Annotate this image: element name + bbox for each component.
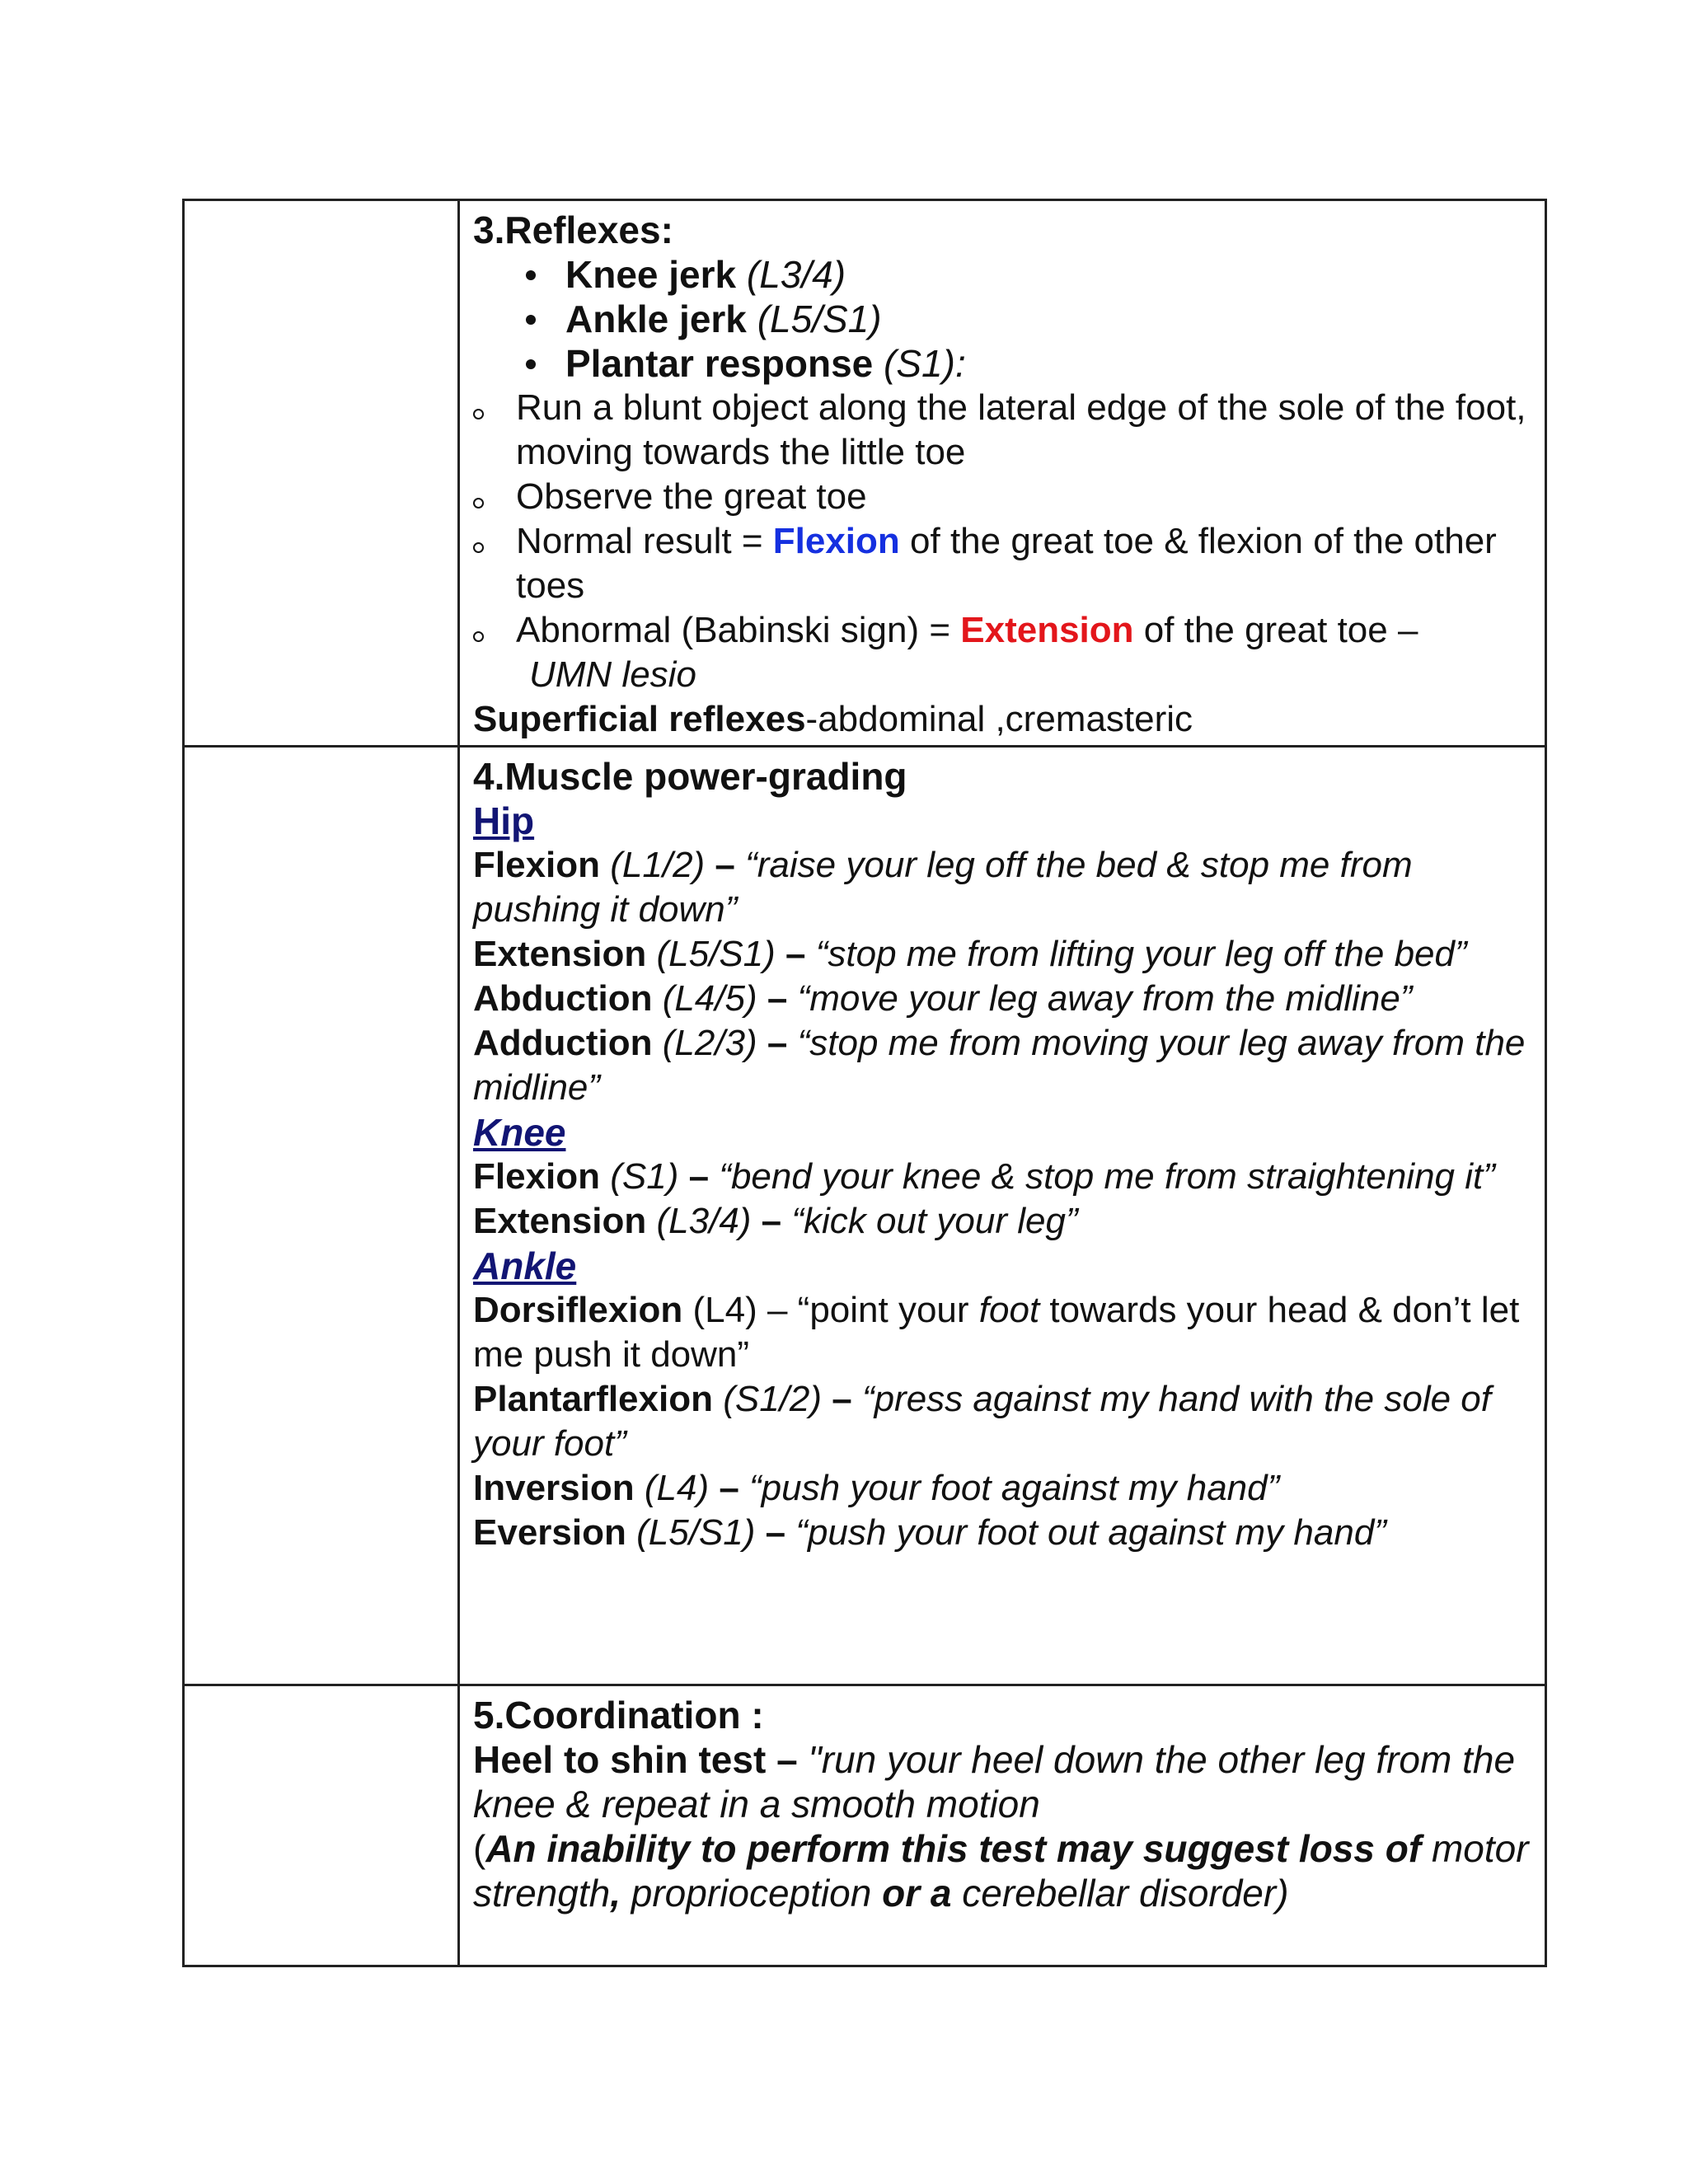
circle-bullet-icon (473, 542, 484, 553)
table-row (184, 200, 1546, 747)
hip-item (473, 1021, 1533, 1110)
note-segment: ( (473, 1827, 486, 1870)
reflex-bullet-item (516, 297, 1533, 341)
heel-to-shin-label: Heel to shin test – (473, 1738, 798, 1781)
empty-cell (184, 200, 459, 747)
step-continuation: UMN lesio (529, 654, 696, 695)
coordination-cell (459, 1685, 1546, 1966)
superficial-reflexes-text: -abdominal ,cremasteric (805, 699, 1193, 739)
empty-cell (184, 747, 459, 1685)
exam-table (182, 199, 1547, 1967)
reflexes-heading: 3.Reflexes: (473, 209, 673, 251)
ankle-level: (L4) (634, 1468, 710, 1508)
hip-level: (L2/3) (652, 1023, 767, 1063)
note-segment: proprioception (621, 1872, 883, 1915)
reflex-name: Ankle jerk (565, 298, 757, 340)
superficial-reflexes (473, 697, 1533, 742)
ankle-subheading: Ankle (473, 1244, 577, 1287)
ankle-dash: – (709, 1468, 750, 1508)
ankle-movement: Inversion (473, 1468, 635, 1508)
reflexes-cell (459, 200, 1546, 747)
knee-level: (L3/4) (646, 1201, 752, 1241)
hip-instruction: “move your leg away from the midline” (797, 978, 1413, 1019)
hip-dash: – (767, 1023, 798, 1063)
bullet-icon (526, 315, 536, 325)
hip-instruction: “raise your leg off the bed & stop me from pushing it down” (473, 845, 1413, 930)
ankle-dash: – (822, 1379, 862, 1419)
hip-instruction: “stop me from moving your leg away from the midline” (473, 1023, 1526, 1108)
step-text: Observe the great toe (516, 476, 867, 517)
hip-items (473, 843, 1533, 1110)
knee-item (473, 1199, 1533, 1244)
heel-to-shin-text: "run your heel down the other leg from the knee & repeat in a smooth motion (473, 1738, 1516, 1825)
ankle-instruction: “press against my hand with the sole of your foot” (473, 1379, 1491, 1464)
bullet-icon (526, 359, 536, 369)
hip-movement: Abduction (473, 978, 653, 1019)
heel-to-shin-test (473, 1737, 1533, 1826)
dorsiflexion-foot: foot (978, 1290, 1040, 1330)
step-text-post: of the great toe – (1133, 610, 1418, 650)
knee-dash: – (678, 1156, 720, 1197)
hip-movement: Adduction (473, 1023, 653, 1063)
ankle-items (473, 1377, 1533, 1555)
reflex-bullet-item (516, 252, 1533, 297)
reflex-level: (S1): (884, 342, 966, 385)
ankle-item (473, 1511, 1533, 1555)
hip-level: (L1/2) (600, 845, 706, 885)
hip-level: (L5/S1) (646, 934, 776, 974)
knee-items (473, 1155, 1533, 1244)
knee-movement: Flexion (473, 1156, 601, 1197)
superficial-reflexes-label: Superficial reflexes (473, 699, 806, 739)
step-text-pre: Abnormal (Babinski sign) = (516, 610, 961, 650)
dorsiflexion-post: towards your head & don’t let me push it down” (473, 1290, 1520, 1375)
plantar-step-item (473, 475, 1533, 519)
reflex-name: Knee jerk (565, 253, 747, 296)
muscle-power-cell (459, 747, 1546, 1685)
ankle-movement: Eversion (473, 1512, 626, 1553)
step-text: Run a blunt object along the lateral edge of the sole of the foot, moving towards the little toe (516, 387, 1526, 472)
step-text-pre: Normal result = (516, 521, 773, 561)
reflex-bullet-item (516, 341, 1533, 386)
dorsiflexion-pre: (L4) – “point your (682, 1290, 979, 1330)
knee-level: (S1) (600, 1156, 679, 1197)
plantar-step-item (473, 519, 1533, 608)
ankle-item (473, 1466, 1533, 1511)
note-segment: cerebellar disorder) (951, 1872, 1289, 1915)
reflex-name: Plantar response (565, 342, 884, 385)
hip-level: (L4/5) (652, 978, 757, 1019)
hip-movement: Extension (473, 934, 647, 974)
ankle-instruction: “push your foot against my hand” (749, 1468, 1280, 1508)
hip-dash: – (705, 845, 746, 885)
table-row (184, 1685, 1546, 1966)
empty-cell (184, 1685, 459, 1966)
hip-subheading: Hip (473, 799, 535, 842)
ankle-instruction: “push your foot out against my hand” (795, 1512, 1386, 1553)
note-segment: An inability to perform this test may suggest loss of (485, 1827, 1422, 1870)
knee-item (473, 1155, 1533, 1199)
knee-dash: – (751, 1201, 792, 1241)
step-highlight: Flexion (772, 521, 900, 561)
note-segment: , (610, 1872, 621, 1915)
hip-item (473, 977, 1533, 1021)
hip-dash: – (775, 934, 816, 974)
note-segment: motor strength (473, 1827, 1529, 1915)
hip-dash: – (757, 978, 798, 1019)
ankle-item (473, 1377, 1533, 1466)
circle-bullet-icon (473, 409, 484, 419)
bullet-icon (526, 270, 536, 280)
note-segment: or a (882, 1872, 952, 1915)
reflex-level: (L3/4) (746, 253, 846, 296)
knee-instruction: “bend your knee & stop me from straightening it” (719, 1156, 1495, 1197)
knee-movement: Extension (473, 1201, 647, 1241)
ankle-level: (S1/2) (712, 1379, 823, 1419)
knee-instruction: “kick out your leg” (791, 1201, 1078, 1241)
muscle-power-heading: 4.Muscle power-grading (473, 755, 907, 798)
reflex-level: (L5/S1) (757, 298, 882, 340)
dorsiflexion-label: Dorsiflexion (473, 1290, 683, 1330)
ankle-level: (L5/S1) (626, 1512, 756, 1553)
coordination-heading: 5.Coordination : (473, 1694, 764, 1736)
circle-bullet-icon (473, 631, 484, 642)
ankle-dash: – (755, 1512, 796, 1553)
plantar-step-item (473, 608, 1533, 697)
hip-item (473, 932, 1533, 977)
plantar-step-item (473, 386, 1533, 475)
reflex-bullet-list (473, 252, 1533, 386)
coordination-note (473, 1826, 1533, 1915)
step-highlight: Extension (960, 610, 1134, 650)
hip-instruction: “stop me from lifting your leg off the bed” (815, 934, 1467, 974)
plantar-steps-list (473, 386, 1533, 697)
ankle-movement: Plantarflexion (473, 1379, 713, 1419)
hip-movement: Flexion (473, 845, 601, 885)
hip-item (473, 843, 1533, 932)
knee-subheading: Knee (473, 1111, 566, 1154)
step-text-post: of the great toe & flexion of the other toes (516, 521, 1497, 606)
table-row (184, 747, 1546, 1685)
circle-bullet-icon (473, 498, 484, 509)
dorsiflexion-item (473, 1288, 1533, 1377)
